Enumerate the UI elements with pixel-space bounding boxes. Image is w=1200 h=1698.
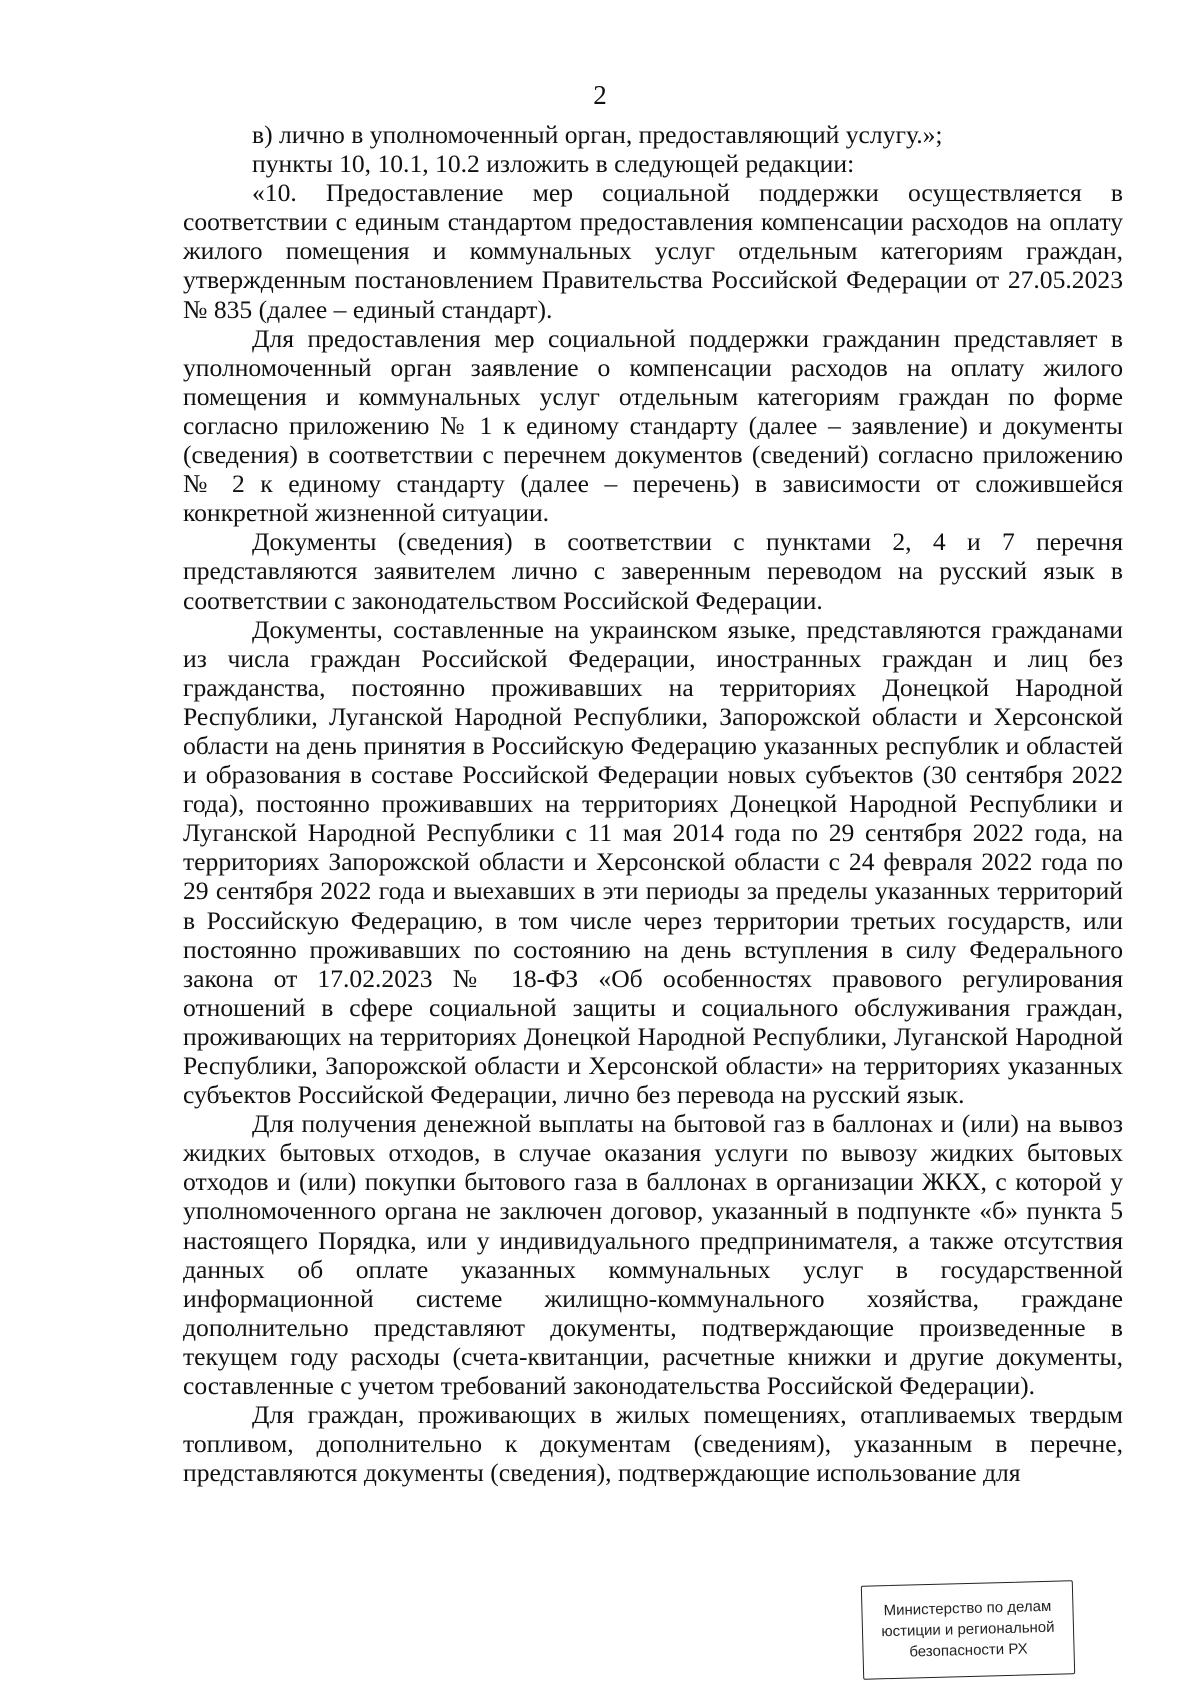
paragraph: Для предоставления мер социальной поддержки гражданин представляет в уполномоченный орган заявление о компенсации расходов на оплату жилого помещения и коммунальных услуг отдельным категориям граждан по форме согласно приложению № 1 к единому стандарту (далее – заявление) и документы (сведения) в соответствии с перечнем документов (сведений) согласно приложению № 2 к единому стандарту (далее – перечень) в зависимости от сложившейся конкретной жизненной ситуации. (183, 323, 1123, 528)
paragraph: пункты 10, 10.1, 10.2 изложить в следующей редакции: (252, 149, 855, 179)
document-body (183, 120, 1123, 1487)
paragraph: в) лично в уполномоченный орган, предоставляющий услугу.»; (252, 120, 943, 149)
paragraph: Для получения денежной выплаты на бытовой газ в баллонах и (или) на вывоз жидких бытовых отходов, в случае оказания услуги по вывозу жидких бытовых отходов и (или) покупки бытового газа в баллонах в организации ЖКХ, с которой у уполномоченного органа не заключен договор, указанный в подпункте «б» пункта 5 настоящего Порядка, или у индивидуального предпринимателя, а также отсутствия данных об оплате указанных коммунальных услуг в государственной информационной системе жилищно-коммунального хозяйства, граждане дополнительно представляют документы, подтверждающие произведенные в текущем году расходы (счета-квитанции, расчетные книжки и другие документы, составленные с учетом требований законодательства Российской Федерации). (183, 1109, 1123, 1401)
stamp-line: Министерство по делам (883, 1597, 1052, 1620)
paragraph: «10. Предоставление мер социальной поддержки осуществляется в соответствии с единым стандартом предоставления компенсации расходов на оплату жилого помещения и коммунальных услуг отдельным категориям граждан, утвержденным постановлением Правительства Российской Федерации от 27.05.2023 № 835 (далее – единый стандарт). (183, 178, 1123, 324)
paragraph: Документы, составленные на украинском языке, представляются гражданами из числа граждан Российской Федерации, иностранных граждан и лиц без гражданства, постоянно проживавших на территориях Донецкой Народной Республики, Луганской Народной Республики, Запорожской области и Херсонской области на день принятия в Российскую Федерацию указанных республик и областей и образования в составе Российской Федерации новых субъектов (30 сентября 2022 года), постоянно проживавших на территориях Донецкой Народной Республики и Луганской Народной Республики с 11 мая 2014 года по 29 сентября 2022 года, на территориях Запорожской области и Херсонской области с 24 февраля 2022 года по 29 сентября 2022 года и выехавших в эти периоды за пределы указанных территорий в Российскую Федерацию, в том числе через территории третьих государств, или постоянно проживавших по состоянию на день вступления в силу Федерального закона от 17.02.2023 № 18-ФЗ «Об особенностях правового регулирования отношений в сфере социальной защиты и социального обслуживания граждан, проживающих на территориях Донецкой Народной Республики, Луганской Народной Республики, Запорожской области и Херсонской области» на территориях указанных субъектов Российской Федерации, лично без перевода на русский язык. (183, 614, 1123, 1110)
paragraph: Для граждан, проживающих в жилых помещениях, отапливаемых твердым топливом, дополнительно к документам (сведениям), указанным в перечне, представляются документы (сведения), подтверждающие использование для (183, 1400, 1123, 1488)
paragraph: Документы (сведения) в соответствии с пунктами 2, 4 и 7 перечня представляются заявителем лично с заверенным переводом на русский язык в соответствии с законодательством Российской Федерации. (183, 527, 1123, 615)
page-number: 2 (593, 80, 607, 110)
ministry-stamp (861, 1580, 1075, 1680)
stamp-line: безопасности РХ (909, 1640, 1028, 1661)
stamp-line: юстиции и региональной (881, 1618, 1055, 1641)
